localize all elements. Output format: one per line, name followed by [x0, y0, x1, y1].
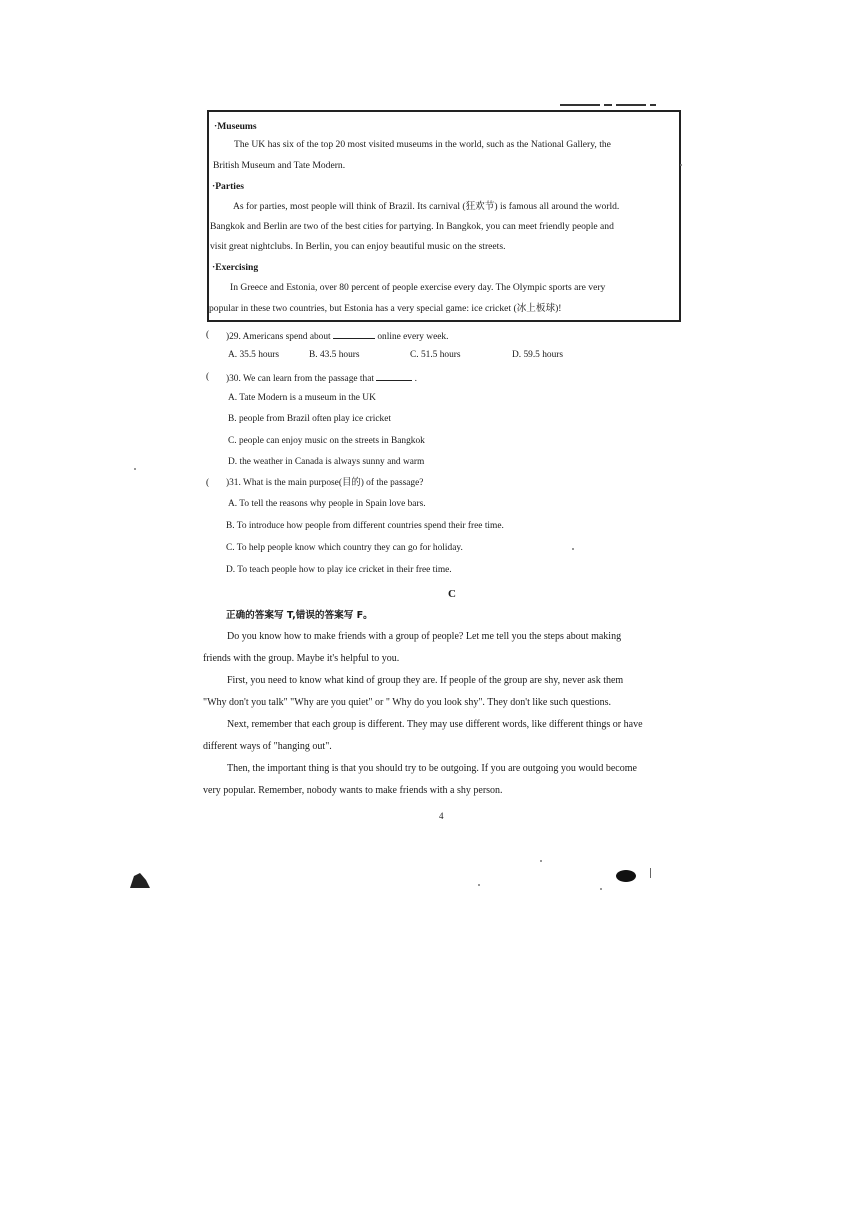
q31-stem: )31. What is the main purpose(目的) of the passage?: [226, 478, 424, 488]
c-paragraph-3-line-1: Next, remember that each group is different. They may use different words, like different things or have: [227, 719, 643, 730]
q29-answer-blank[interactable]: [333, 329, 375, 339]
museums-text-line-2: British Museum and Tate Modern.: [213, 160, 346, 171]
q29-stem-start: )29. Americans spend about: [226, 332, 331, 342]
parties-text-line-3: visit great nightclubs. In Berlin, you can enjoy beautiful music on the streets.: [210, 241, 506, 252]
scan-speck: [478, 884, 480, 886]
q30-stem-end: .: [414, 374, 418, 384]
scan-speck: [600, 888, 602, 890]
page-number: 4: [439, 811, 444, 821]
q30-bracket: (: [206, 372, 210, 382]
c-paragraph-1-line-1: Do you know how to make friends with a group of people? Let me tell you the steps about making: [227, 631, 622, 642]
exercising-heading: ·Exercising: [212, 262, 259, 273]
q30-answer-blank[interactable]: [376, 371, 412, 381]
c-paragraph-1-line-2: friends with the group. Maybe it's helpful to you.: [203, 653, 400, 664]
scan-speck: [134, 468, 136, 470]
q29-bracket: (: [206, 330, 210, 340]
q30-stem: [226, 371, 417, 385]
scan-speck: [680, 164, 682, 166]
q31-option-b: B. To introduce how people from different countries spend their free time.: [226, 521, 504, 531]
q30-stem-start: )30. We can learn from the passage that: [226, 374, 374, 384]
exercising-text-line-1: In Greece and Estonia, over 80 percent of people exercise every day. The Olympic sports are very: [230, 282, 606, 293]
c-paragraph-2-line-1: First, you need to know what kind of group they are. If people of the group are shy, never ask them: [227, 675, 624, 686]
q29-option-c: C. 51.5 hours: [410, 350, 461, 360]
q29-option-a: A. 35.5 hours: [228, 350, 280, 360]
q30-option-b: B. people from Brazil often play ice cricket: [228, 414, 391, 424]
q31-bracket: (: [206, 478, 210, 488]
q30-option-d: D. the weather in Canada is always sunny and warm: [228, 457, 425, 467]
scan-speck: [572, 548, 574, 550]
top-scan-marks: [560, 101, 684, 107]
scan-speck: [540, 860, 542, 862]
scan-blot-right: [614, 868, 638, 884]
q31-option-c: C. To help people know which country they can go for holiday.: [226, 543, 463, 553]
c-paragraph-4-line-1: Then, the important thing is that you should try to be outgoing. If you are outgoing you would become: [227, 763, 637, 774]
exercising-text-line-2: popular in these two countries, but Estonia has a very special game: ice cricket (冰上板球)!: [209, 303, 562, 314]
parties-heading: ·Parties: [212, 181, 244, 192]
q29-stem: [226, 329, 448, 343]
museums-heading: ·Museums: [214, 121, 257, 132]
museums-text-line-1: The UK has six of the top 20 most visited museums in the world, such as the National Gallery, the: [234, 139, 611, 150]
c-paragraph-4-line-2: very popular. Remember, nobody wants to make friends with a shy person.: [203, 785, 503, 796]
scan-mark: [650, 868, 651, 878]
section-c-label: C: [448, 588, 456, 600]
q29-stem-end: online every week.: [377, 332, 449, 342]
parties-text-line-2: Bangkok and Berlin are two of the best cities for partying. In Bangkok, you can meet friendly people and: [210, 221, 614, 232]
scan-blot-left: [128, 872, 152, 890]
q29-option-d: D. 59.5 hours: [512, 350, 564, 360]
c-paragraph-2-line-2: "Why don't you talk" "Why are you quiet" or " Why do you look shy". They don't like such questions.: [203, 697, 611, 708]
q31-option-d: D. To teach people how to play ice cricket in their free time.: [226, 565, 452, 575]
q31-option-a: A. To tell the reasons why people in Spain love bars.: [228, 499, 426, 509]
q30-option-a: A. Tate Modern is a museum in the UK: [228, 393, 376, 403]
q29-option-b: B. 43.5 hours: [309, 350, 360, 360]
section-c-instruction: 正确的答案写 T,错误的答案写 F。: [226, 610, 373, 621]
c-paragraph-3-line-2: different ways of "hanging out".: [203, 741, 332, 752]
q30-option-c: C. people can enjoy music on the streets in Bangkok: [228, 436, 425, 446]
parties-text-line-1: As for parties, most people will think of Brazil. Its carnival (狂欢节) is famous all around the world.: [233, 201, 620, 212]
